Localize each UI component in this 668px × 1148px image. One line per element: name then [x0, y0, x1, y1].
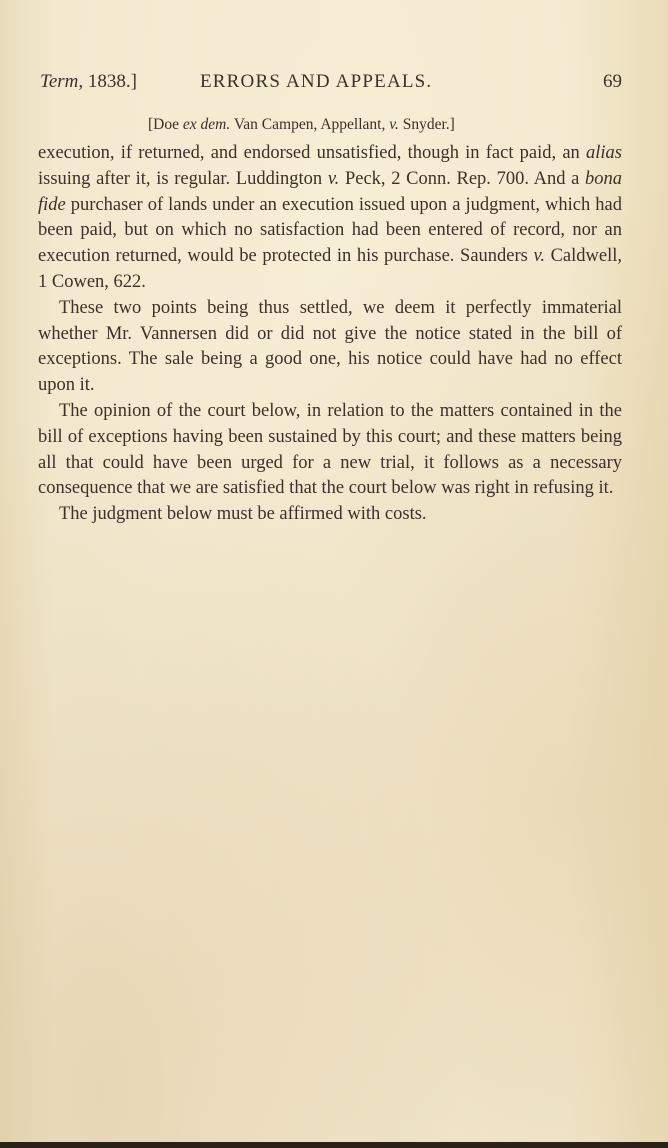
- text-run: execution, if returned, and endorsed unsatisfied, though in fact paid, an: [38, 143, 587, 163]
- text-run: issuing after it, is regular. Luddington: [38, 168, 328, 189]
- running-head: [40, 71, 622, 97]
- term-label: Term,: [40, 71, 84, 92]
- page-bottom-edge: [0, 1142, 668, 1148]
- text-run: These two points being thus settled, we deem it perfectly immaterial whether Mr. Vannersen did or did not give the notice stated in the bill of exceptions. The sale being a good one, his notice could have had no effect upon it.: [38, 297, 622, 396]
- page-number: 69: [603, 71, 622, 92]
- text-run: purchaser of lands under an execution issued upon a judgment, which had been paid, but on which no satisfaction had been entered of record, nor an execution returned, would be protected in his purchase. Saunders: [38, 194, 622, 267]
- italic-run: v.: [327, 168, 340, 189]
- paragraph-points-settled: [38, 296, 622, 399]
- caption-close: Snyder.]: [398, 116, 455, 133]
- case-caption: [148, 116, 455, 134]
- running-head-section: ERRORS AND APPEALS.: [200, 71, 433, 92]
- caption-middle: Van Campen, Appellant,: [230, 116, 390, 133]
- paragraph-continuation: [38, 141, 622, 296]
- caption-ex-dem: ex dem.: [182, 116, 231, 133]
- body-text: [38, 141, 622, 528]
- text-run: The judgment below must be affirmed with costs.: [59, 504, 427, 525]
- italic-run: alias: [586, 143, 622, 163]
- caption-versus: v.: [389, 116, 399, 133]
- italic-run: bona fide: [38, 168, 622, 215]
- text-run: Caldwell, 1 Cowen, 622.: [38, 246, 622, 292]
- term-year: 1838.]: [83, 71, 137, 92]
- text-run: Peck, 2 Conn. Rep. 700. And a: [339, 168, 585, 189]
- text-run: The opinion of the court below, in relation to the matters contained in the bill of exceptions having been sustained by this court; and these matters being all that could have been urged for a new trial, it follows as a necessary consequence that we are satisfied that the court below was right in refusing it.: [38, 400, 622, 499]
- paragraph-judgment: [38, 502, 622, 528]
- italic-run: v.: [533, 246, 545, 267]
- paragraph-opinion: [38, 399, 622, 502]
- running-head-term: [40, 71, 137, 93]
- caption-open: [Doe: [148, 116, 183, 133]
